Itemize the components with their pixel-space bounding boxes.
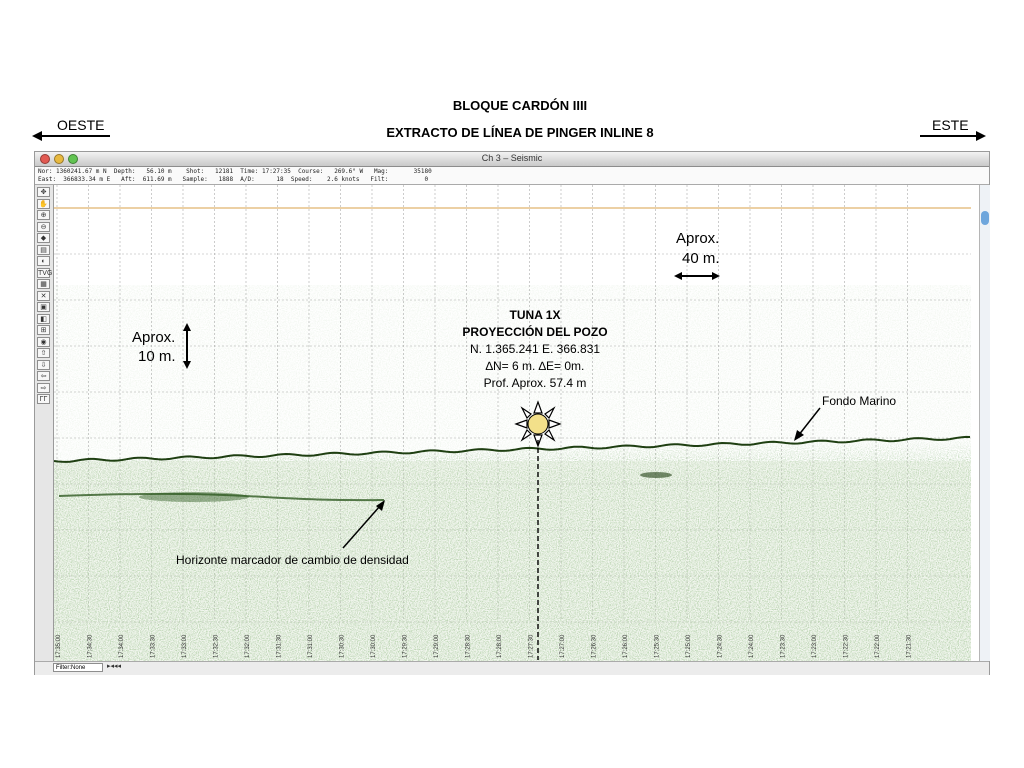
tool-button-9[interactable]: ▦ [37,279,50,289]
info-line-east: East: 366833.34 m E Aft: 611.69 m Sample: 1888 A/D: 18 Speed: 2.6 knots Filt: 0 [38,176,429,183]
time-tick-label: 17:23:00 [812,634,818,658]
tool-button-12[interactable]: ◧ [37,314,50,324]
tool-button-18[interactable]: ⇨ [37,383,50,393]
time-tick-label: 17:32:00 [245,634,251,658]
tool-button-2[interactable]: ✋ [37,199,50,209]
well-depth: Prof. Aprox. 57.4 m [483,376,587,390]
tool-button-19[interactable]: ΓΓ [37,394,50,404]
time-tick-label: 17:31:00 [308,634,314,658]
tool-button-16[interactable]: ⇩ [37,360,50,370]
vertical-scale-label-1: Aprox. [132,329,176,346]
time-tick-label: 17:29:30 [402,634,409,658]
navigation-arrows[interactable]: ▸◂◂◂ [107,663,122,670]
tool-button-14[interactable]: ◉ [37,337,50,347]
time-tick-label: 17:22:00 [875,634,881,658]
time-tick-label: 17:25:30 [654,634,661,658]
well-offset: ∆N= 6 m. ∆E= 0m. [485,359,585,373]
figure-title-line2: EXTRACTO DE LÍNEA DE PINGER INLINE 8 [386,125,654,140]
time-tick-label: 17:27:30 [528,634,535,658]
time-tick-label: 17:24:30 [717,634,724,658]
time-tick-label: 17:30:30 [339,634,346,658]
time-tick-label: 17:23:30 [780,634,787,658]
east-label: ESTE [932,117,969,133]
horizontal-scale-label-2: 40 m. [682,250,720,267]
time-tick-label: 17:35:00 [56,634,62,658]
horizon-pointer-arrow [343,500,385,548]
time-tick-label: 17:33:00 [182,634,188,658]
time-tick-label: 17:33:30 [150,634,157,658]
time-tick-label: 17:30:00 [371,634,377,658]
time-tick-label: 17:31:30 [276,634,283,658]
tool-button-4[interactable]: ⊖ [37,222,50,232]
time-tick-label: 17:26:00 [623,634,629,658]
well-title: TUNA 1X [509,308,561,322]
time-tick-label: 17:28:30 [465,634,472,658]
seafloor-label: Fondo Marino [822,394,897,408]
window-title: Ch 3 – Seismic [481,153,543,163]
time-tick-label: 17:21:30 [906,634,913,658]
filter-select[interactable]: Filter:None [53,663,103,672]
time-tick-label: 17:25:00 [686,634,692,658]
tool-button-15[interactable]: ⇧ [37,348,50,358]
tool-button-13[interactable]: ⊞ [37,325,50,335]
tool-button-10[interactable]: ✕ [37,291,50,301]
vertical-scale-arrow [183,323,191,369]
tool-button-17[interactable]: ⇦ [37,371,50,381]
well-info-block [420,307,650,392]
vertical-scale-label-2: 10 m. [138,348,176,365]
figure-title-line1: BLOQUE CARDÓN IIII [452,98,588,113]
tool-button-8[interactable]: TVG [38,269,53,277]
time-tick-label: 17:34:30 [87,634,94,658]
west-label: OESTE [57,117,105,133]
well-coordinates: N. 1.365.241 E. 366.831 [469,342,601,356]
tool-button-7[interactable]: ◐ [37,256,50,266]
time-tick-label: 17:34:00 [119,634,125,658]
well-sun-icon [516,402,560,446]
horizon-label: Horizonte marcador de cambio de densidad [176,553,409,567]
well-projection-heading: PROYECCIÓN DEL POZO [462,325,608,339]
tool-button-11[interactable]: ▣ [37,302,50,312]
horizontal-scale-label-1: Aprox. [676,230,720,247]
horizontal-scale-arrow [674,272,720,280]
tool-button-1[interactable]: ✥ [37,187,50,197]
time-tick-label: 17:28:00 [497,634,503,658]
time-tick-label: 17:29:00 [434,634,440,658]
time-tick-label: 17:22:30 [843,634,850,658]
time-tick-label: 17:24:00 [749,634,755,658]
tool-button-3[interactable]: ⊕ [37,210,50,220]
time-tick-label: 17:27:00 [560,634,566,658]
time-tick-label: 17:32:30 [213,634,220,658]
tool-button-5[interactable]: ◆ [37,233,50,243]
info-line-north: Nor: 1360241.67 m N Depth: 56.10 m Shot: 12181 Time: 17:27:35 Course: 269.6° W Mag: 35180 [38,168,432,175]
tool-button-6[interactable]: ▤ [37,245,50,255]
time-tick-label: 17:26:30 [591,634,598,658]
seafloor-pointer-arrow [794,408,820,441]
